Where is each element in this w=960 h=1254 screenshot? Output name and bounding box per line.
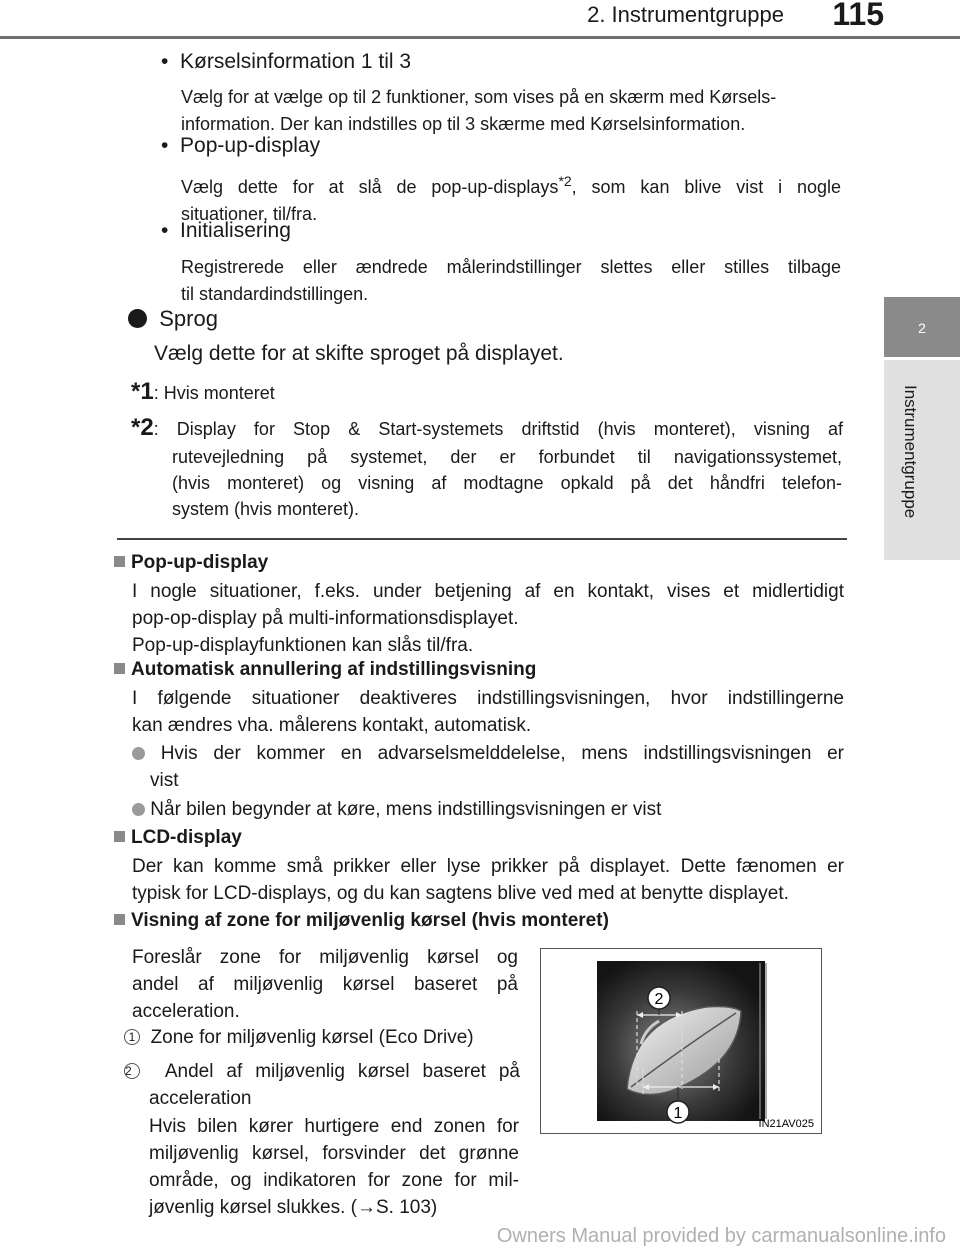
square-bullet-icon (114, 914, 125, 925)
section-lcd-text: Der kan komme små prikker eller lyse prikker på displayet. Dette fænomen er typisk for LCD-displays, og du kan sagtens blive ved med at benytte displayet. (132, 856, 844, 904)
chapter-tab-number: 2 (884, 297, 960, 357)
bullet-popup: • Pop-up-display (161, 134, 321, 157)
bullet-dot-icon (132, 747, 145, 760)
section-auto-heading: Automatisk annullering af indstillingsvisning (114, 659, 536, 681)
square-bullet-icon (114, 831, 125, 842)
drive-info-text: Vælg for at vælge op til 2 funktioner, som vises på en skærm med Kørsels- information. Der kan indstilles op til 3 skærme med Kørselsinformation. (181, 87, 777, 134)
footnote-2: *2: Display for Stop & Start-systemets driftstid (hvis monteret), visning af (131, 414, 843, 441)
initialize-text: Registrerede eller ændrede målerindstillinger slettes eller stilles tilbage til standardindstillingen. (181, 257, 841, 304)
bullet-drive-info: • Kørselsinformation 1 til 3 (161, 50, 412, 73)
chapter-tab-label: Instrumentgruppe (901, 385, 920, 519)
footnote-1: *1: Hvis monteret (131, 378, 275, 405)
footer-watermark: Owners Manual provided by carmanualsonline.info (496, 1225, 946, 1247)
chapter-header-title: 2. Instrumentgruppe (587, 2, 784, 27)
section-popup-heading: Pop-up-display (114, 552, 268, 574)
popup-text: Vælg dette for at slå de pop-up-displays$^{*2}$, som kan blive vist i nogle situationer, til/fra. (181, 173, 842, 224)
callout-2-label: 2 (654, 991, 664, 1008)
eco-item-1: 1 Zone for miljøvenlig kørsel (Eco Drive) (124, 1024, 524, 1051)
eco-display-illustration (541, 949, 820, 1132)
section-auto-bullet-1: Hvis der kommer en advarselsmelddelelse, mens indstillingsvisningen er vist (132, 740, 844, 794)
bullet-dot-icon (128, 309, 147, 328)
square-bullet-icon (114, 663, 125, 674)
square-bullet-icon (114, 556, 125, 567)
figure-code: IN21AV025 (758, 1118, 814, 1130)
callout-1-label: 1 (673, 1105, 683, 1122)
section-lcd-heading: LCD-display (114, 827, 242, 849)
section-eco-text: Foreslår zone for miljøvenlig kørsel og andel af miljøvenlig kørsel baseret på acceleration. (132, 947, 518, 1022)
page-number: 115 (832, 0, 884, 32)
eco-item-2: 2 Andel af miljøvenlig kørsel baseret på acceleration (125, 1061, 520, 1109)
section-eco-heading: Visning af zone for miljøvenlig kørsel (hvis monteret) (114, 910, 609, 932)
bullet-initialize: • Initialisering (161, 219, 291, 242)
language-text: Vælg dette for at skifte sproget på displayet. (154, 342, 564, 365)
section-divider (117, 538, 847, 540)
bullet-dot-icon (132, 803, 145, 816)
section-auto-text: I følgende situationer deaktiveres indstillingsvisningen, hvor indstillingerne kan ændres vha. målerens kontakt, automatisk. (132, 688, 844, 736)
eco-paragraph: Hvis bilen kører hurtigere end zonen for miljøvenlig kørsel, forsvinder det grønne område, og indikatoren for zone for mil- jøvenlig kørsel slukkes. (→S. 103) (149, 1116, 519, 1218)
eco-zone-figure (540, 948, 822, 1134)
section-popup-text: I nogle situationer, f.eks. under betjening af en kontakt, vises et midlertidigt pop-op-display på multi-informationsdisplayet. Pop-up-displayfunktionen kan slås til/fra. (132, 581, 844, 656)
bullet-language: Sprog (128, 306, 218, 332)
header-rule (0, 36, 960, 39)
footnote-2-cont: rutevejledning på systemet, der er forbundet til navigationssystemet, (hvis monteret) og visning af modtagne opkald på det håndfri telefon- system (hvis monteret). (172, 447, 842, 519)
section-auto-bullet-2: Når bilen begynder at køre, mens indstillingsvisningen er vist (132, 796, 844, 823)
